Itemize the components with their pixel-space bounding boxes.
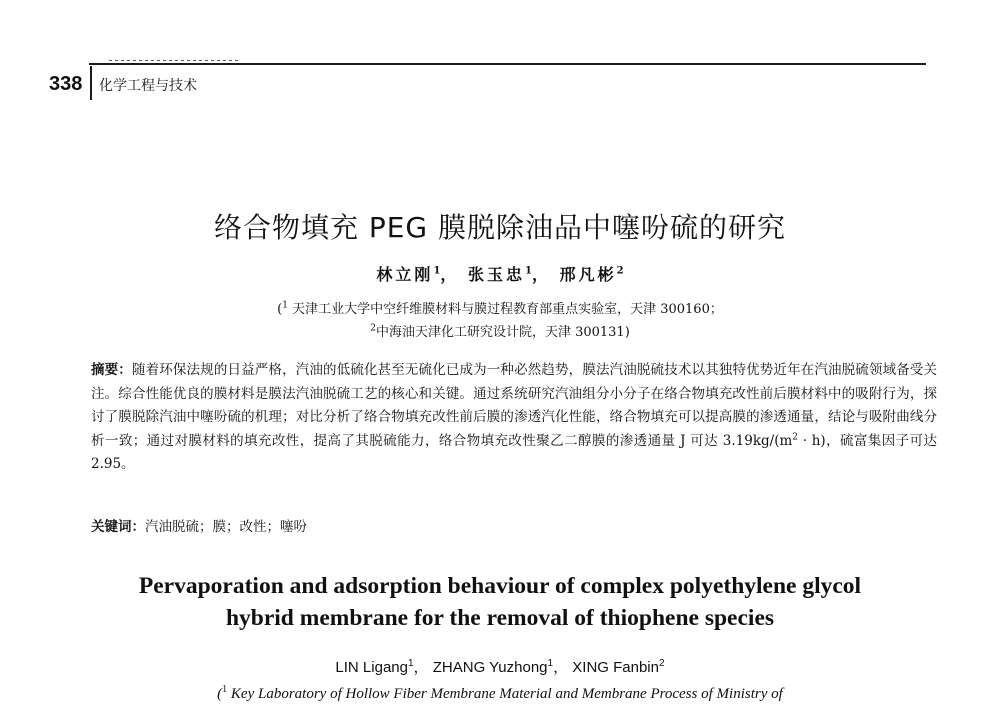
abstract-label: 摘要： bbox=[91, 362, 132, 378]
author-affiliation-mark: 1 bbox=[407, 658, 414, 669]
author-affiliation-mark: 1 bbox=[525, 265, 532, 277]
english-authors bbox=[0, 656, 1000, 677]
author-affiliation-mark: 2 bbox=[659, 658, 665, 669]
affiliation-bracket: ( bbox=[277, 302, 283, 317]
keywords-label: 关键词： bbox=[91, 519, 145, 535]
author-affiliation-mark: 1 bbox=[547, 658, 554, 669]
chinese-abstract bbox=[91, 359, 937, 477]
author-separator: ， bbox=[413, 659, 429, 676]
author-separator: ， bbox=[440, 265, 460, 284]
abstract-text: 随着环保法规的日益严格，汽油的低硫化甚至无硫化已成为一种必然趋势，膜法汽油脱硫技术以其独特优势近年在汽油脱硫领域备受关注。综合性能优良的膜材料是膜法汽油脱硫工艺的核心和关键。通过系统研究汽油组分小分子在络合物填充改性前后膜材料中的吸附行为，探讨了膜脱除汽油中噻吩硫的机理；对比分析了络合物填充改性前后膜的渗透汽化性能，络合物填充可以提高膜的渗透通量，结论与吸附曲线分析一致；通过对膜材料的填充改性，提高了其脱硫能力，络合物填充改性聚乙二醇膜的渗透通量 J 可达 3.19kg/(m bbox=[91, 362, 938, 449]
affiliation-mark: 1 bbox=[282, 300, 288, 311]
chinese-keywords bbox=[91, 515, 307, 535]
english-title-line-2: hybrid membrane for the removal of thiophene species bbox=[225, 605, 775, 631]
author-name: XING Fanbin bbox=[572, 659, 659, 676]
author-name: ZHANG Yuzhong bbox=[432, 659, 548, 676]
affiliation-text: 天津工业大学中空纤维膜材料与膜过程教育部重点实验室，天津 300160； bbox=[292, 302, 723, 317]
author-name: 林立刚 bbox=[376, 265, 434, 284]
author-affiliation-mark: 2 bbox=[616, 265, 624, 277]
chinese-affiliation-1 bbox=[0, 298, 1000, 317]
english-affiliation bbox=[0, 684, 1000, 703]
keywords-text: 汽油脱硫；膜；改性；噻吩 bbox=[145, 519, 307, 535]
english-title-line-1: Pervaporation and adsorption behaviour of complex polyethylene glycol bbox=[138, 573, 862, 599]
journal-name: 化学工程与技术 bbox=[99, 78, 197, 94]
affiliation-text: 中海油天津化工研究设计院，天津 300131) bbox=[375, 325, 630, 340]
abstract-text-end: · h)，硫富集因子可达 2.95。 bbox=[91, 432, 937, 472]
header-divider bbox=[90, 66, 92, 100]
chinese-affiliation-2 bbox=[0, 321, 1000, 340]
affiliation-bracket: ( bbox=[217, 686, 223, 702]
unit-superscript: 2 bbox=[792, 432, 798, 442]
author-affiliation-mark: 1 bbox=[433, 265, 441, 277]
english-title bbox=[0, 570, 1000, 634]
affiliation-mark: 1 bbox=[222, 684, 228, 695]
author-name: 邢凡彬 bbox=[559, 265, 617, 284]
author-separator: ， bbox=[553, 659, 569, 676]
page-number: 338 bbox=[49, 73, 83, 95]
chinese-authors bbox=[0, 262, 1000, 285]
author-name: 张玉忠 bbox=[468, 265, 526, 284]
affiliation-text: Key Laboratory of Hollow Fiber Membrane Material and Membrane Process of Ministry of bbox=[227, 686, 783, 702]
author-name: LIN Ligang bbox=[335, 659, 408, 676]
chinese-title: 络合物填充 PEG 膜脱除油品中噻吩硫的研究 bbox=[213, 211, 787, 244]
author-separator: ， bbox=[531, 265, 551, 284]
affiliation-mark: 2 bbox=[370, 323, 376, 334]
header-rule bbox=[89, 63, 926, 65]
